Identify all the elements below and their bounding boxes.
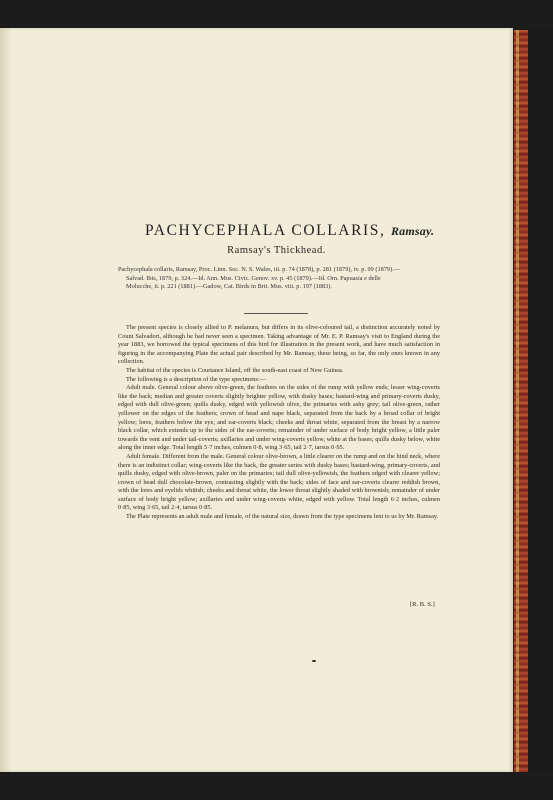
gilt-edge	[516, 30, 519, 772]
scan-border-bottom	[0, 772, 553, 800]
synonymy-line: Salvad. Ibis, 1879, p. 324.—Id. Ann. Mus. Civic. Genov. xv. p. 45 (1879).—Id. Orn. Papuasia e delle	[126, 274, 381, 282]
synonymy-line: Molucche, ii. p. 221 (1881).—Gadow, Cat. Birds in Brit. Mus. viii. p. 197 (1883).	[126, 283, 332, 291]
synonymy-line: Pachycephala collaris, Ramsay, Proc. Linn. Soc. N. S. Wales, iii. p. 74 (1878), p. 281 (1879), iv. p. 99 (1879).—	[118, 266, 401, 273]
paragraph: The habitat of the species is Courtance Island, off the south-east coast of New Guinea.	[126, 366, 344, 374]
paragraph: The present species is closely allied to P. melanura, but differs in its olive-coloured tail, a distinction accurately noted by Count Salvadori, although he had never seen a specimen. Taking advantage of Mr. E. P. Ramsay's visit to England during the year 1883, we borrowed the typical specimens of this bird for illustration in the present work, and have much satisfaction in figuring in the accompanying Plate the actual pair described by Mr. Ramsay, these being, so far, the only ones known in any collection.	[118, 324, 440, 366]
page-gutter-shade	[0, 28, 12, 772]
synonymy-block	[118, 266, 440, 292]
page-mark	[312, 660, 316, 662]
paragraph: The Plate represents an adult male and female, of the natural size, drawn from the type specimens lent to us by Mr. Ramsay.	[126, 513, 439, 521]
common-name: Ramsay's Thickhead.	[227, 245, 326, 256]
divider-rule	[244, 313, 308, 314]
species-author: Ramsay.	[390, 224, 435, 238]
paragraph: The following is a description of the type specimens:—	[126, 375, 266, 383]
paragraph: Adult male. General colour above olive-green, the feathers on the sides of the rump with yellow ends; lesser wing-coverts like the back; median and greater coverts slightly brighter yellow, with dusky bases; bastard-wing and primary-coverts dusky, edged with dull olive-green; quills dusky, edged with yellowish olive, the primaries with ashy grey; tail olive-green, rather yellower on the edges of the feathers; crown of head and nape black, separated from the back by a broad collar of bright yellow; lores, feathers below the eye, and ear-coverts black; cheeks and throat white, separated from the breast by a narrow black collar, which extends up to the sides of the ear-coverts; remainder of under surface of body bright yellow, a little paler towards the vent and under tail-coverts; axillaries and under wing-coverts yellow, white at the bases; quills dusky below, white along the inner edge. Total length 5·7 inches, culmen 0·8, wing 3·65, tail 2·7, tarsus 0·95.	[118, 384, 440, 452]
paragraph: Adult female. Different from the male. General colour olive-brown, a little clearer on the rump and on the hind neck, where there is an indistinct collar; wing-coverts like the back, the greater series with dusky bases; bastard-wing, primary-coverts, and quills dusky, edged with olive-brown, paler on the primaries; tail dull olive-yellowish, the feathers edged with clearer yellow; crown of head dull chocolate-brown, contrasting slightly with the back; sides of face and ear-coverts clearer reddish brown, with the lores and eyelids whitish; cheeks and throat white, the lower throat slightly shaded with brownish; remainder of under surface of body bright yellow; axillaries and under wing-coverts white, edged with yellow. Total length 6·2 inches, culmen 0·85, wing 3·65, tail 2·4, tarsus 0·85.	[118, 452, 440, 512]
author-initials: [R. B. S.]	[410, 601, 435, 608]
scan-border-top	[0, 0, 553, 28]
species-name: PACHYCEPHALA COLLARIS,	[145, 222, 386, 239]
species-title	[145, 222, 435, 240]
description-text	[118, 324, 440, 522]
